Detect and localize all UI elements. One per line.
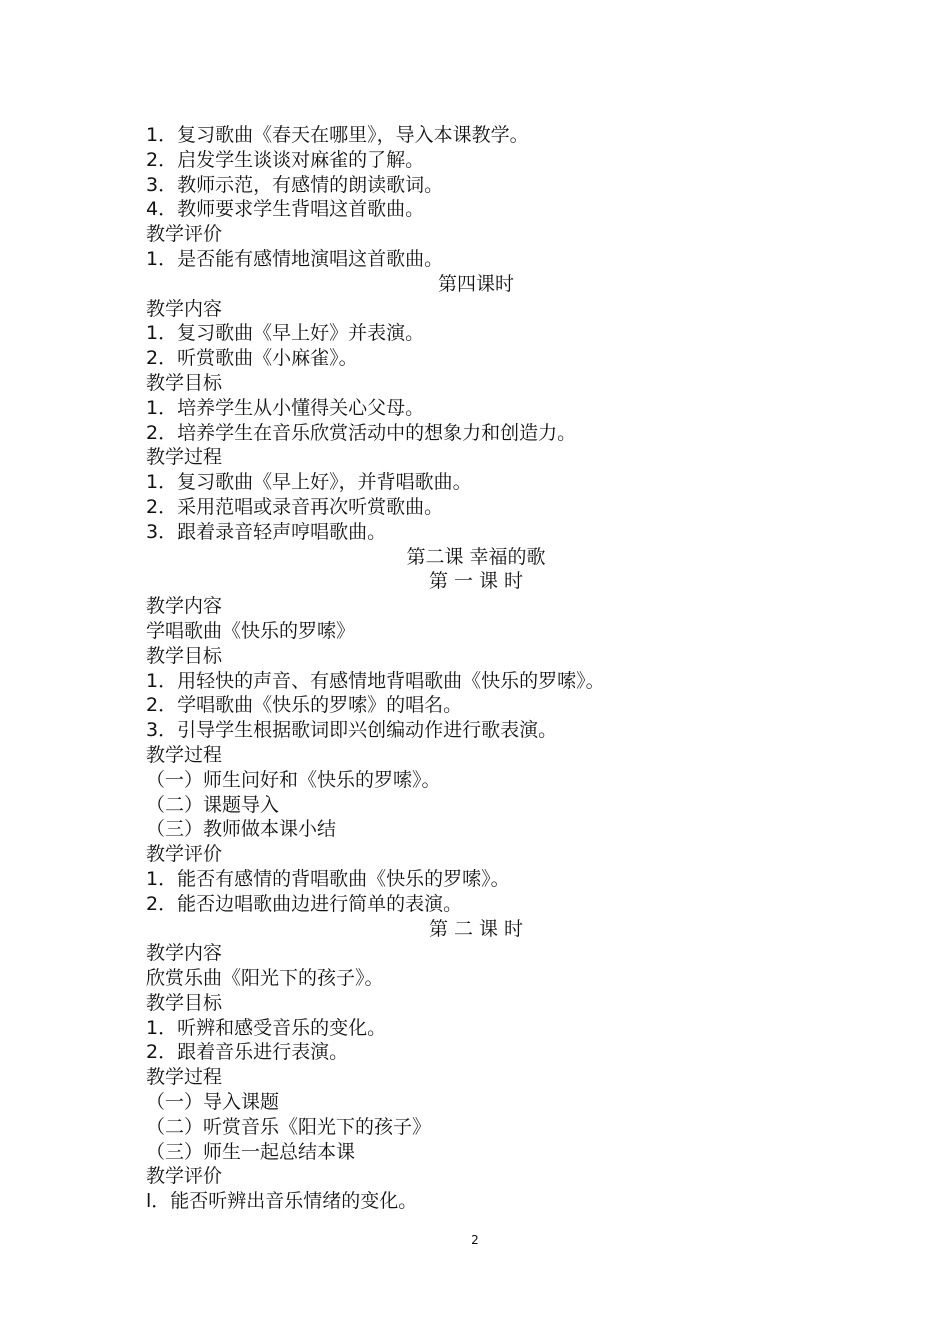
- document-body: [146, 123, 806, 1214]
- section-heading: 第 一 课 时: [428, 570, 524, 593]
- text-line: l．能否听辨出音乐情绪的变化。: [146, 1190, 418, 1213]
- text-line: 1．是否能有感情地演唱这首歌曲。: [146, 247, 444, 270]
- text-line: （一）师生问好和《快乐的罗嗦》。: [146, 768, 441, 791]
- text-line: （三）教师做本课小结: [146, 818, 337, 841]
- text-line: 1．听辨和感受音乐的变化。: [146, 1016, 387, 1039]
- text-line: 1．能否有感情的背唱歌曲《快乐的罗嗦》。: [146, 867, 510, 890]
- text-line: 欣赏乐曲《阳光下的孩子》。: [146, 967, 384, 990]
- text-line: 教学评价: [146, 223, 223, 246]
- text-line: 4．教师要求学生背唱这首歌曲。: [146, 198, 425, 221]
- text-line: 2．听赏歌曲《小麻雀》。: [146, 347, 358, 370]
- text-line: 教学内容: [146, 595, 223, 618]
- text-line: 教学目标: [146, 371, 223, 394]
- text-line: 教学内容: [146, 297, 223, 320]
- text-line: 2．培养学生在音乐欣赏活动中的想象力和创造力。: [146, 421, 577, 444]
- text-line: 教学评价: [146, 843, 223, 866]
- text-line: 2．启发学生谈谈对麻雀的了解。: [146, 148, 425, 171]
- section-heading: 第 二 课 时: [428, 917, 524, 940]
- text-line: 3．跟着录音轻声哼唱歌曲。: [146, 520, 387, 543]
- text-line: （二）课题导入: [146, 793, 280, 816]
- section-heading: 第二课 幸福的歌: [406, 545, 546, 568]
- text-line: 1．培养学生从小懂得关心父母。: [146, 396, 425, 419]
- page-number: 2: [471, 1233, 479, 1247]
- text-line: 1．复习歌曲《春天在哪里》，导入本课教学。: [146, 124, 529, 146]
- text-line: 2．能否边唱歌曲边进行简单的表演。: [146, 892, 463, 915]
- text-line: 1．用轻快的声音、有感情地背唱歌曲《快乐的罗嗦》。: [146, 669, 605, 692]
- text-line: 教学过程: [146, 743, 223, 766]
- text-line: 1．复习歌曲《早上好》，并背唱歌曲。: [146, 471, 472, 494]
- text-line: 教学过程: [146, 446, 223, 469]
- text-line: （三）师生一起总结本课: [146, 1140, 356, 1163]
- text-line: 教学过程: [146, 1066, 223, 1089]
- text-line: 3．引导学生根据歌词即兴创编动作进行歌表演。: [146, 719, 558, 742]
- text-line: 2．跟着音乐进行表演。: [146, 1041, 349, 1064]
- text-line: （二）听赏音乐《阳光下的孩子》: [146, 1115, 432, 1138]
- text-line: 教学评价: [146, 1165, 223, 1188]
- text-line: 2．采用范唱或录音再次听赏歌曲。: [146, 495, 444, 518]
- text-line: 教学目标: [146, 991, 223, 1014]
- text-line: 教学目标: [146, 644, 223, 667]
- text-line: 1．复习歌曲《早上好》并表演。: [146, 322, 425, 345]
- text-line: 学唱歌曲《快乐的罗嗦》: [146, 619, 356, 642]
- text-line: 教学内容: [146, 942, 223, 965]
- text-line: 3．教师示范，有感情的朗读歌词。: [146, 173, 444, 196]
- section-heading: 第四课时: [437, 272, 514, 295]
- text-line: （一）导入课题: [146, 1091, 280, 1114]
- text-line: 2．学唱歌曲《快乐的罗嗦》的唱名。: [146, 694, 463, 717]
